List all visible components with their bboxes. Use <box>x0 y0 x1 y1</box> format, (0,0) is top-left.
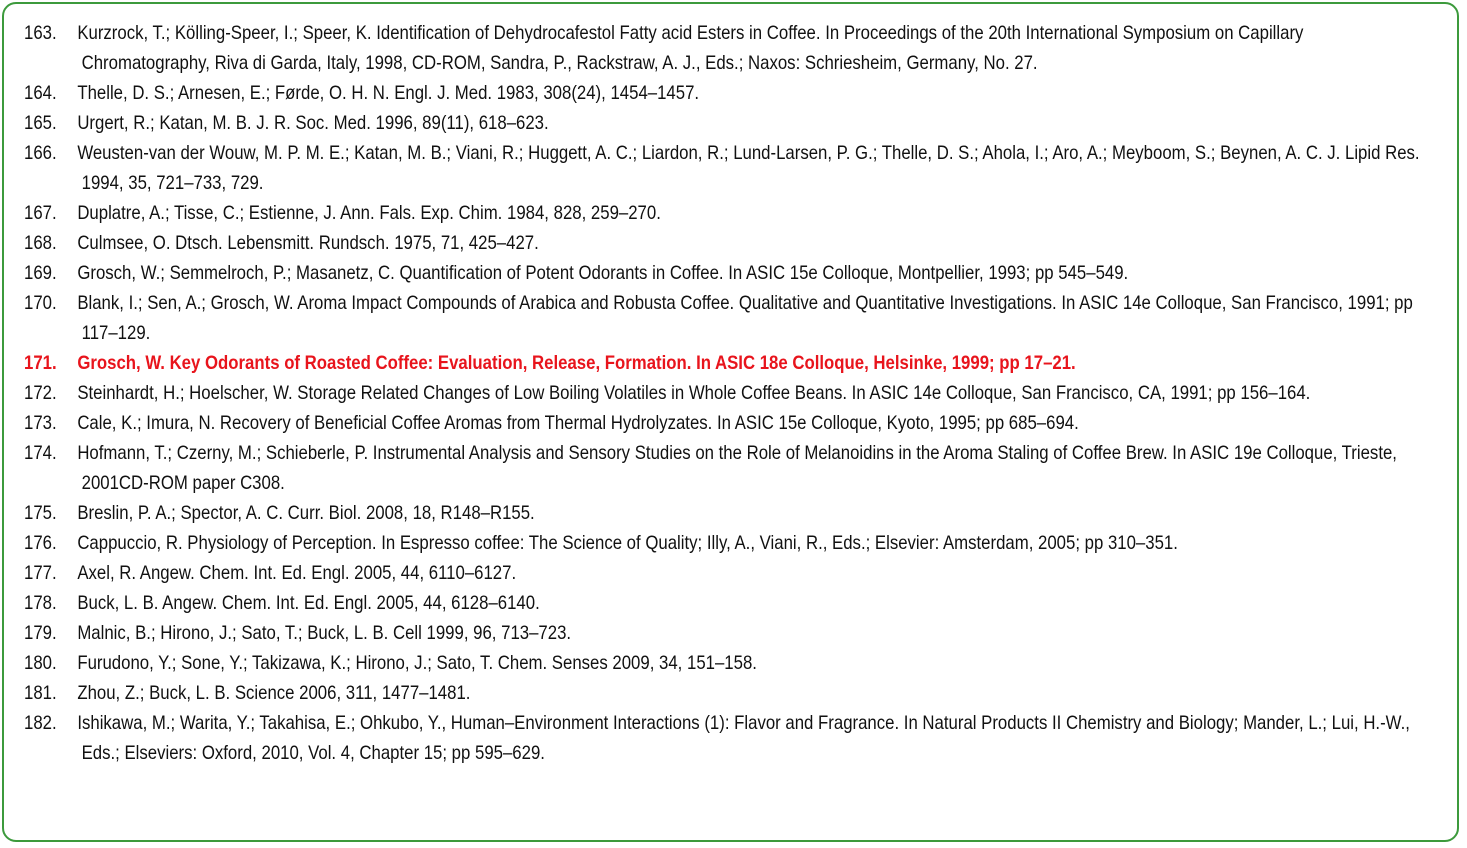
reference-number: 171. <box>24 352 57 374</box>
reference-item <box>24 108 1429 138</box>
reference-number: 178. <box>24 592 57 614</box>
reference-number: 164. <box>24 82 57 104</box>
reference-text: Weusten-van der Wouw, M. P. M. E.; Katan, M. B.; Viani, R.; Huggett, A. C.; Liardon, R.; Lund-Larsen, P. G.; Thelle, D. S.; Ahola, I.; Aro, A.; Meyboom, S.; Beynen, A. C. J. Lipid Res. 1994, 35, 721–733, 729. <box>77 142 1420 194</box>
reference-list-panel <box>2 2 1459 842</box>
reference-text: Blank, I.; Sen, A.; Grosch, W. Aroma Impact Compounds of Arabica and Robusta Coffee. Qualitative and Quantitative Investigations. In ASIC 14e Colloque, San Francisco, 1991; pp 117–129. <box>77 292 1413 344</box>
reference-number: 170. <box>24 292 57 314</box>
reference-number: 167. <box>24 202 57 224</box>
reference-item <box>24 378 1429 408</box>
reference-text: Cale, K.; Imura, N. Recovery of Beneficial Coffee Aromas from Thermal Hydrolyzates. In ASIC 15e Colloque, Kyoto, 1995; pp 685–694. <box>77 412 1079 434</box>
reference-text: Buck, L. B. Angew. Chem. Int. Ed. Engl. 2005, 44, 6128–6140. <box>77 592 540 614</box>
reference-number: 179. <box>24 622 57 644</box>
reference-item <box>24 138 1429 198</box>
reference-number: 181. <box>24 682 57 704</box>
reference-item <box>24 588 1429 618</box>
reference-text: Duplatre, A.; Tisse, C.; Estienne, J. Ann. Fals. Exp. Chim. 1984, 828, 259–270. <box>77 202 661 224</box>
reference-number: 175. <box>24 502 57 524</box>
reference-item <box>24 558 1429 588</box>
reference-item <box>24 528 1429 558</box>
reference-number: 165. <box>24 112 57 134</box>
reference-text: Thelle, D. S.; Arnesen, E.; Førde, O. H. N. Engl. J. Med. 1983, 308(24), 1454–1457. <box>77 82 700 104</box>
reference-number: 166. <box>24 142 57 164</box>
reference-number: 168. <box>24 232 57 254</box>
reference-text: Steinhardt, H.; Hoelscher, W. Storage Related Changes of Low Boiling Volatiles in Whole Coffee Beans. In ASIC 14e Colloque, San Francisco, CA, 1991; pp 156–164. <box>77 382 1311 404</box>
reference-text: Grosch, W.; Semmelroch, P.; Masanetz, C. Quantification of Potent Odorants in Coffee. In ASIC 15e Colloque, Montpellier, 1993; pp 545–549. <box>77 262 1129 284</box>
reference-number: 180. <box>24 652 57 674</box>
reference-number: 182. <box>24 712 57 734</box>
reference-text: Zhou, Z.; Buck, L. B. Science 2006, 311, 1477–1481. <box>77 682 471 704</box>
reference-text: Axel, R. Angew. Chem. Int. Ed. Engl. 2005, 44, 6110–6127. <box>77 562 517 584</box>
reference-text: Grosch, W. Key Odorants of Roasted Coffee: Evaluation, Release, Formation. In ASIC 18e Colloque, Helsinke, 1999; pp 17–21. <box>77 352 1076 374</box>
reference-item <box>24 678 1429 708</box>
reference-item-highlighted <box>24 348 1429 378</box>
reference-item <box>24 648 1429 678</box>
reference-number: 177. <box>24 562 57 584</box>
reference-number: 176. <box>24 532 57 554</box>
reference-number: 174. <box>24 442 57 464</box>
reference-text: Ishikawa, M.; Warita, Y.; Takahisa, E.; Ohkubo, Y., Human–Environment Interactions (1): Flavor and Fragrance. In Natural Products II Chemistry and Biology; Mander, L.; Lui, H.-W., Eds.; Elseviers: Oxford, 2010, Vol. 4, Chapter 15; pp 595–629. <box>77 712 1410 764</box>
reference-item <box>24 18 1429 78</box>
reference-text: Urgert, R.; Katan, M. B. J. R. Soc. Med. 1996, 89(11), 618–623. <box>77 112 549 134</box>
reference-list <box>24 18 1420 768</box>
reference-text: Culmsee, O. Dtsch. Lebensmitt. Rundsch. 1975, 71, 425–427. <box>77 232 539 254</box>
reference-item <box>24 618 1429 648</box>
reference-number: 173. <box>24 412 57 434</box>
reference-text: Kurzrock, T.; Kölling-Speer, I.; Speer, K. Identification of Dehydrocafestol Fatty acid Esters in Coffee. In Proceedings of the 20th International Symposium on Capillary Chromatography, Riva di Garda, Italy, 1998, CD-ROM, Sandra, P., Rackstraw, A. J., Eds.; Naxos: Schriesheim, Germany, No. 27. <box>77 22 1304 74</box>
reference-text: Hofmann, T.; Czerny, M.; Schieberle, P. Instrumental Analysis and Sensory Studies on the Role of Melanoidins in the Aroma Staling of Coffee Brew. In ASIC 19e Colloque, Trieste, 2001CD-ROM paper C308. <box>77 442 1397 494</box>
reference-item <box>24 438 1429 498</box>
reference-number: 163. <box>24 22 57 44</box>
reference-text: Furudono, Y.; Sone, Y.; Takizawa, K.; Hirono, J.; Sato, T. Chem. Senses 2009, 34, 151–158. <box>77 652 757 674</box>
reference-item <box>24 288 1429 348</box>
reference-text: Breslin, P. A.; Spector, A. C. Curr. Biol. 2008, 18, R148–R155. <box>77 502 535 524</box>
reference-item <box>24 258 1429 288</box>
reference-item <box>24 228 1429 258</box>
reference-text: Cappuccio, R. Physiology of Perception. In Espresso coffee: The Science of Quality; Illy, A., Viani, R., Eds.; Elsevier: Amsterdam, 2005; pp 310–351. <box>77 532 1178 554</box>
reference-item <box>24 78 1429 108</box>
reference-text: Malnic, B.; Hirono, J.; Sato, T.; Buck, L. B. Cell 1999, 96, 713–723. <box>77 622 572 644</box>
reference-item <box>24 708 1429 768</box>
reference-item <box>24 498 1429 528</box>
reference-item <box>24 408 1429 438</box>
reference-item <box>24 198 1429 228</box>
reference-number: 169. <box>24 262 57 284</box>
reference-number: 172. <box>24 382 57 404</box>
